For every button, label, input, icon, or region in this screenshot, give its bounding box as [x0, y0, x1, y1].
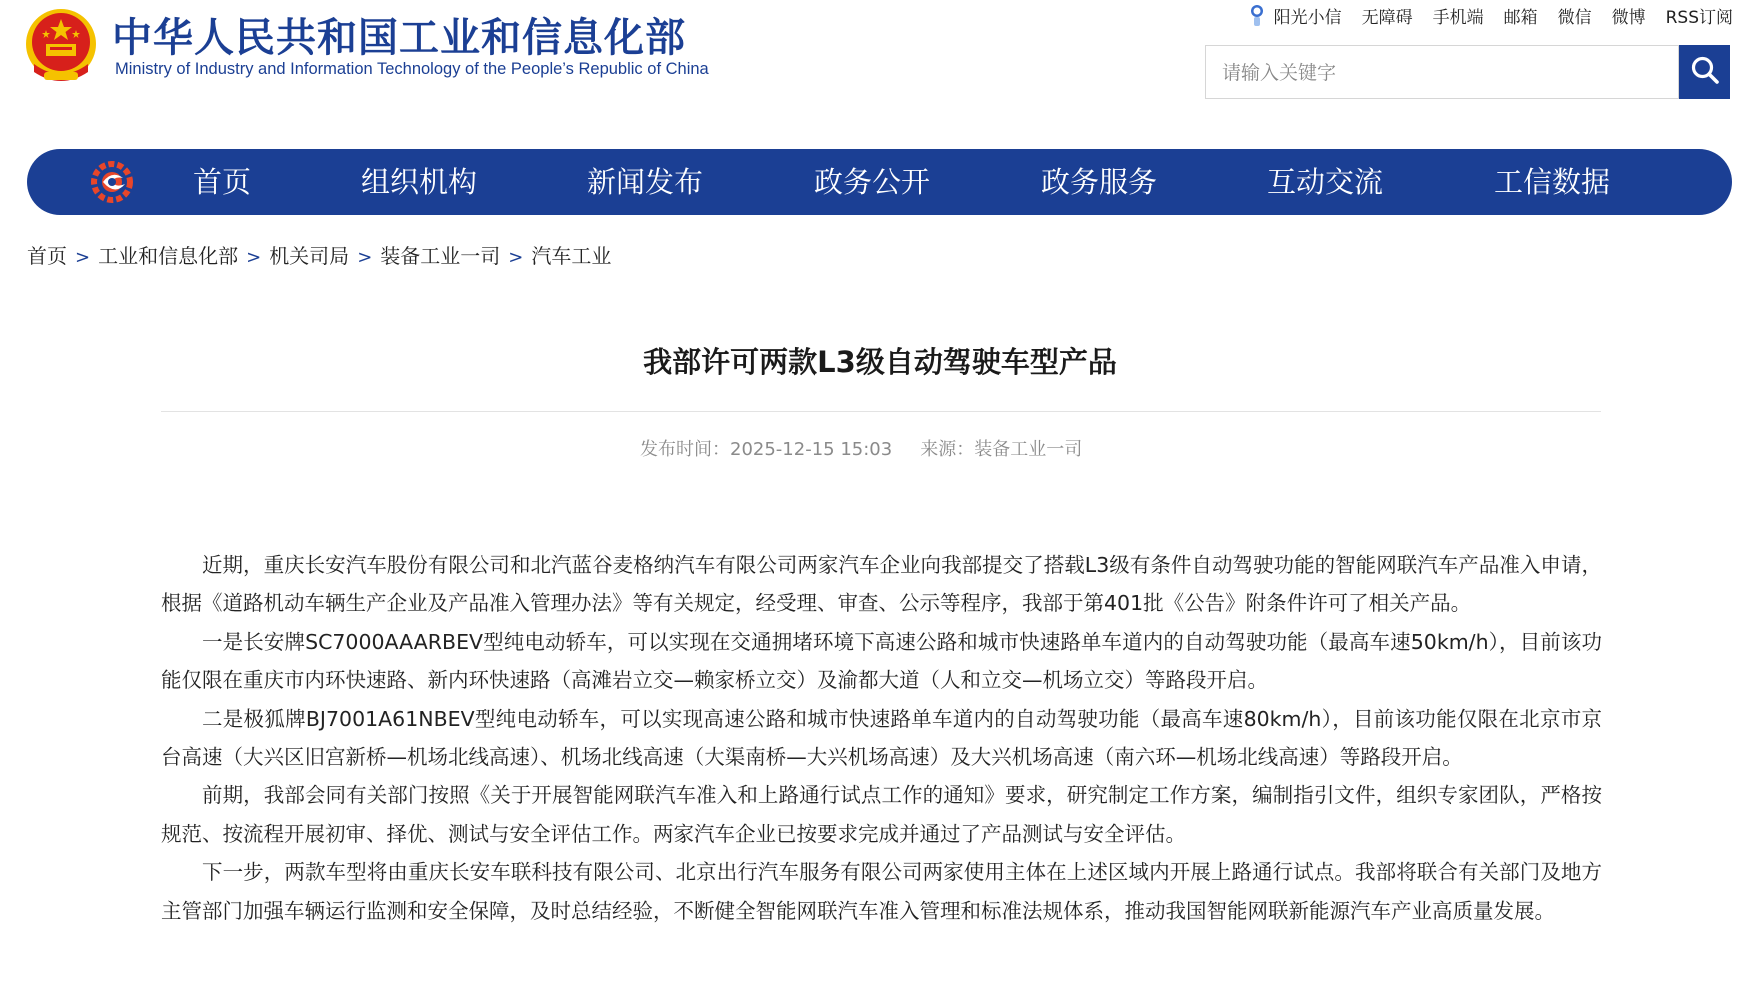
breadcrumb-separator: >	[246, 247, 262, 268]
nav-item-home[interactable]: 首页	[193, 165, 252, 199]
nav-item-news[interactable]: 新闻发布	[587, 165, 704, 199]
article-paragraph: 前期，我部会同有关部门按照《关于开展智能网联汽车准入和上路通行试点工作的通知》要求，研究制定工作方案，编制指引文件，组织专家团队，严格按规范、按流程开展初审、择优、测试与安全评估工作。两家汽车企业已按要求完成并通过了产品测试与安全评估。	[161, 783, 1602, 846]
search-button[interactable]	[1679, 45, 1730, 99]
article-title: 我部许可两款L3级自动驾驶车型产品	[643, 345, 1117, 379]
article-paragraph: 二是极狐牌BJ7001A61NBEV型纯电动轿车，可以实现高速公路和城市快速路单车道内的自动驾驶功能（最高车速80km/h），目前该功能仅限在北京市京台高速（大兴区旧宫新桥—机场北线高速）、机场北线高速（大渠南桥—大兴机场高速）及大兴机场高速（南六环—机场北线高速）等路段开启。	[161, 706, 1602, 770]
source-label: 来源：	[920, 439, 975, 460]
site-title-en[interactable]: Ministry of Industry and Information Technology of the People’s Republic of China	[115, 60, 709, 78]
top-link-sunshine[interactable]: 阳光小信	[1273, 7, 1342, 28]
publish-time: 2025-12-15 15:03	[730, 439, 893, 460]
site-title-cn[interactable]: 中华人民共和国工业和信息化部	[112, 15, 686, 61]
breadcrumb-equipment-dept[interactable]: 装备工业一司	[380, 244, 501, 268]
nav-item-data[interactable]: 工信数据	[1494, 165, 1611, 199]
nav-item-gov-affairs[interactable]: 政务公开	[814, 165, 931, 199]
breadcrumb-separator: >	[75, 247, 91, 268]
article-paragraph: 下一步，两款车型将由重庆长安车联科技有限公司、北京出行汽车服务有限公司两家使用主体在上述区域内开展上路通行试点。我部将联合有关部门及地方主管部门加强车辆运行监测和安全保障，及时总结经验，不断健全智能网联汽车准入管理和标准法规体系，推动我国智能网联新能源汽车产业高质量发展。	[161, 860, 1602, 923]
top-links	[1246, 2, 1733, 28]
top-link-weibo[interactable]: 微博	[1611, 7, 1646, 28]
top-link-wechat[interactable]: 微信	[1557, 7, 1592, 28]
miit-logo-icon[interactable]	[89, 160, 135, 204]
article-paragraph: 一是长安牌SC7000AAARBEV型纯电动轿车，可以实现在交通拥堵环境下高速公路和城市快速路单车道内的自动驾驶功能（最高车速50km/h），目前该功能仅限在重庆市内环快速路、新内环快速路（高滩岩立交—赖家桥立交）及渝都大道（人和立交—机场立交）等路段开启。	[161, 629, 1602, 693]
search-input[interactable]	[1220, 56, 1654, 90]
breadcrumb-home[interactable]: 首页	[27, 244, 67, 268]
nav-item-gov-services[interactable]: 政务服务	[1041, 165, 1158, 199]
breadcrumb-separator: >	[357, 247, 373, 268]
breadcrumb-miit[interactable]: 工业和信息化部	[98, 244, 239, 268]
sunshine-mascot-icon[interactable]	[1246, 3, 1268, 27]
breadcrumb-separator: >	[508, 247, 524, 268]
top-link-accessibility[interactable]: 无障碍	[1361, 7, 1413, 28]
top-link-rss[interactable]: RSS订阅	[1665, 7, 1733, 28]
search-box	[1205, 45, 1679, 99]
breadcrumb	[27, 240, 611, 272]
nav-item-organization[interactable]: 组织机构	[361, 165, 478, 199]
article-meta	[640, 437, 1082, 463]
source-value: 装备工业一司	[974, 439, 1083, 460]
main-nav	[27, 149, 1732, 215]
title-divider	[161, 411, 1601, 412]
top-link-mail[interactable]: 邮箱	[1503, 7, 1538, 28]
publish-label: 发布时间：	[640, 439, 730, 460]
search-icon	[1690, 55, 1720, 89]
nav-item-interaction[interactable]: 互动交流	[1267, 165, 1384, 199]
article-paragraph: 近期，重庆长安汽车股份有限公司和北汽蓝谷麦格纳汽车有限公司两家汽车企业向我部提交了搭载L3级有条件自动驾驶功能的智能网联汽车产品准入申请，根据《道路机动车辆生产企业及产品准入管理办法》等有关规定，经受理、审查、公示等程序，我部于第401批《公告》附条件许可了相关产品。	[161, 553, 1602, 616]
top-link-mobile[interactable]: 手机端	[1432, 7, 1484, 28]
breadcrumb-auto-industry[interactable]: 汽车工业	[531, 244, 612, 268]
article-body	[161, 546, 1602, 930]
national-emblem-icon	[24, 6, 98, 86]
breadcrumb-departments[interactable]: 机关司局	[269, 244, 350, 268]
